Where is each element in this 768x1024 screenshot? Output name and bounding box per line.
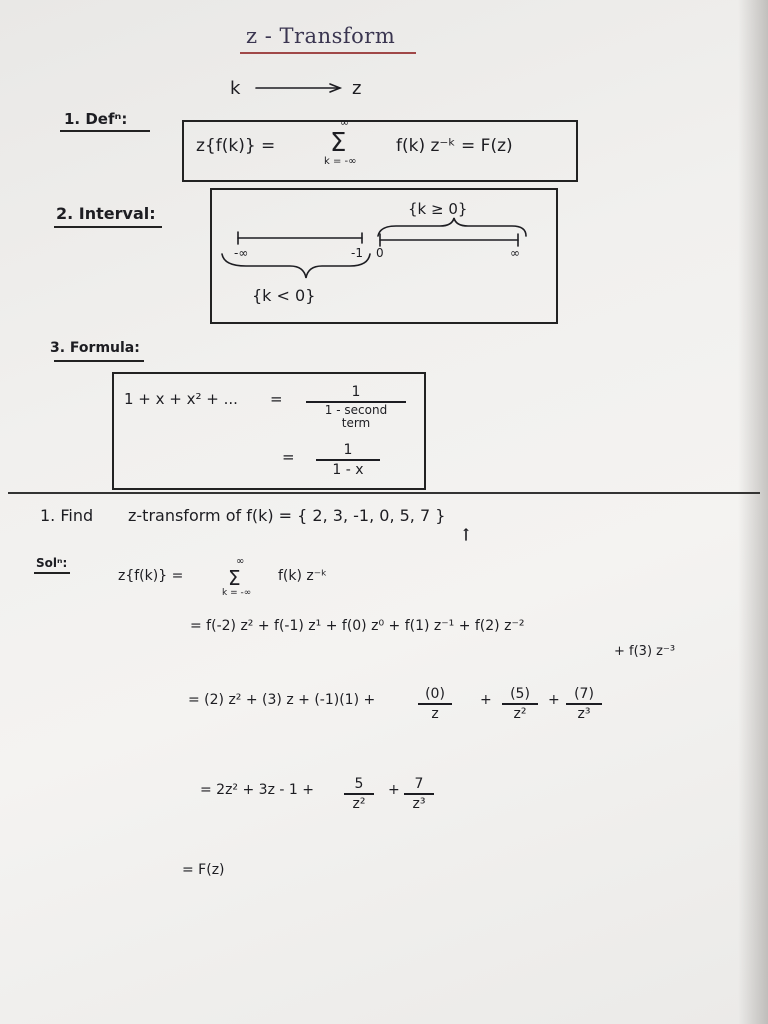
definition-sum-lower: k = -∞ (324, 156, 357, 167)
formula-fraction-2-denominator: 1 - x (332, 461, 364, 478)
solution-line3: + f(3) z⁻³ (614, 644, 676, 659)
solution-line1-sum-upper: ∞ (236, 556, 245, 567)
interval-tick-minus-one: -1 (351, 246, 363, 260)
fraction-numerator: (0) (425, 686, 445, 702)
mapping-to: z (352, 78, 362, 99)
solution-line2: = f(-2) z² + f(-1) z¹ + f(0) z⁰ + f(1) z⁻¹ + f(2) z⁻² (190, 618, 525, 634)
solution-line4-plus-2: + (548, 692, 560, 708)
solution-line4-plus-1: + (480, 692, 492, 708)
fraction-denominator: z² (352, 795, 366, 812)
problem-label: 1. Find (40, 506, 94, 525)
fraction-numerator: (7) (574, 686, 594, 702)
fraction-numerator: 5 (354, 776, 364, 792)
formula-eq-1: = (270, 390, 283, 408)
formula-lhs: 1 + x + x² + ... (124, 390, 238, 408)
fraction-denominator: z (431, 705, 439, 722)
page-title: z - Transform (246, 24, 396, 48)
definition-sum-upper: ∞ (340, 116, 350, 129)
definition-rhs: f(k) z⁻ᵏ = F(z) (396, 136, 513, 156)
fraction-numerator: (5) (510, 686, 530, 702)
interval-tick-neg-inf: -∞ (234, 246, 249, 260)
formula-fraction-2-numerator: 1 (343, 442, 353, 458)
solution-result: = F(z) (182, 862, 225, 878)
solution-line4-start: = (2) z² + (3) z + (-1)(1) + (188, 692, 376, 708)
formula-heading: 3. Formula: (50, 340, 140, 356)
solution-line1-sigma: Σ (228, 566, 241, 590)
fraction-denominator: z³ (412, 795, 426, 812)
interval-tick-pos-inf: ∞ (510, 246, 520, 260)
interval-tick-zero: 0 (376, 246, 384, 260)
brace-negative (222, 254, 370, 278)
formula-fraction-1-numerator: 1 (351, 384, 361, 400)
problem-statement: z-transform of f(k) = { 2, 3, -1, 0, 5, 7 } (128, 506, 446, 525)
fraction-denominator: z³ (577, 705, 591, 722)
interval-heading: 2. Interval: (56, 204, 156, 223)
solution-line1-lhs: z{f(k)} = (118, 568, 184, 584)
solution-label: Solⁿ: (36, 556, 68, 570)
interval-negative-label: {k < 0} (252, 286, 316, 305)
brace-positive (378, 218, 526, 236)
solution-line5-plus: + (388, 782, 400, 798)
definition-sigma: Σ (330, 128, 347, 158)
problem-origin-arrow: ↑ (461, 526, 472, 540)
solution-line1-sum-lower: k = -∞ (222, 588, 252, 598)
fraction-denominator: z² (513, 705, 527, 722)
mapping-from: k (230, 78, 241, 99)
formula-eq-2: = (282, 448, 295, 466)
formula-fraction-1-denominator: 1 - second term (324, 402, 388, 430)
solution-line1-rhs: f(k) z⁻ᵏ (278, 568, 328, 584)
interval-positive-label: {k ≥ 0} (408, 200, 468, 218)
definition-heading: 1. Defⁿ: (64, 110, 128, 128)
fraction-numerator: 7 (414, 776, 424, 792)
definition-lhs: z{f(k)} = (196, 136, 276, 156)
solution-line5-start: = 2z² + 3z - 1 + (200, 782, 314, 798)
